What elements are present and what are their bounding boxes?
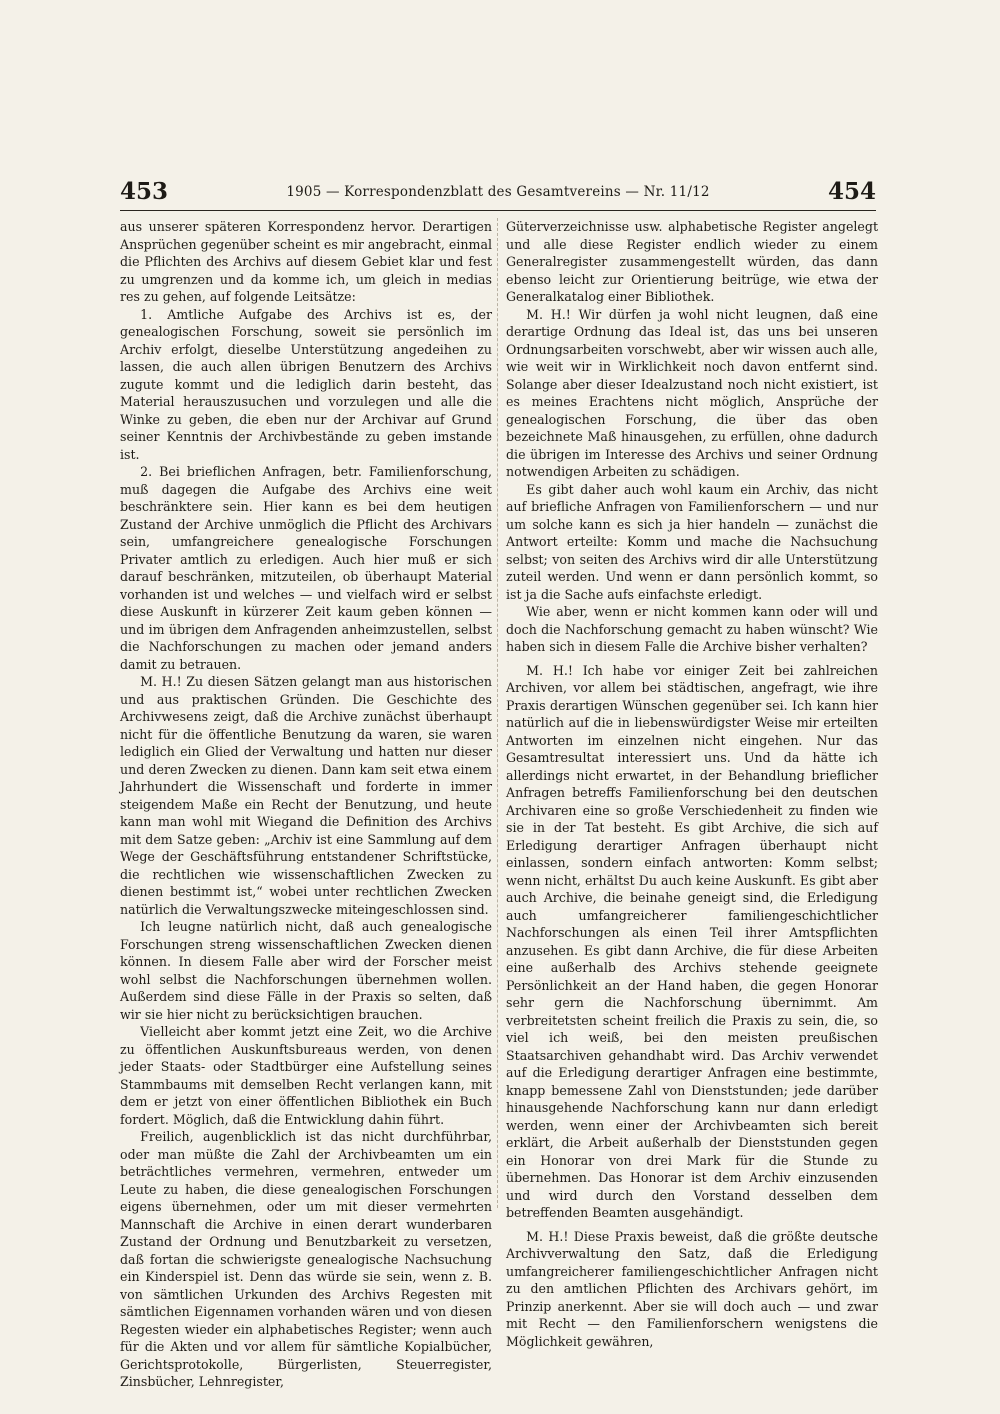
paragraph: Güterverzeichnisse usw. alphabetische Register angelegt und alle diese Register endlich wieder zu einem Generalregister zusammengestellt würden, das dann ebenso leicht zur Orientierung beitrüge, wie etwa der Generalkatalog einer Bibliothek. (506, 219, 878, 304)
paragraph: M. H.! Ich habe vor einiger Zeit bei zahlreichen Archiven, vor allem bei städtischen, angefragt, wie ihre Praxis derartigen Wünschen gegenüber sei. Ich kann hier natürlich auf die in liebenswürdigster Weise mir erteilten Antworten im einzelnen nicht eingehen. Nur das Gesamtresultat interessiert uns. Und da hätte ich allerdings nicht erwartet, in der Behandlung brieflicher Anfragen betreffs Familienforschung bei den deutschen Archivaren eine so große Verschiedenheit zu finden wie sie in der Tat besteht. Es gibt Archive, die sich auf Erledigung derartiger Anfragen überhaupt nicht einlassen, sondern einfach antworten: Komm selbst; wenn nicht, erhältst Du auch keine Auskunft. Es gibt aber auch Archive, die beinahe geneigt sind, die Erledigung auch umfangreicherer familiengeschichtlicher Nachforschungen als einen Teil ihrer Amtspflichten anzusehen. Es gibt dann Archive, die für diese Arbeiten eine außerhalb des Archivs stehende geeignete Persönlichkeit an der Hand haben, die gegen Honorar sehr gern die Nachforschung übernimmt. Am verbreitetsten scheint freilich die Praxis zu sein, die, so viel ich weiß, bei den meisten preußischen Staatsarchiven gehandhabt wird. Das Archiv verwendet auf die Erledigung derartiger Anfragen eine bestimmte, knapp bemessene Zahl von Dienststunden; jede darüber hinausgehende Nachforschung kann nur dann erledigt werden, wenn einer der Archivbeamten sich bereit erklärt, die Arbeit außerhalb der Dienststunden gegen ein Honorar von drei Mark für die Stunde zu übernehmen. Das Honorar ist dem Archiv einzusenden und wird durch den Vorstand desselben dem betreffenden Beamten ausgehändigt. (506, 662, 878, 1220)
paragraph: Vielleicht aber kommt jetzt eine Zeit, wo die Archive zu öffentlichen Auskunftsbureaus werden, von denen jeder Staats- oder Stadtbürger eine Aufstellung seines Stammbaums mit demselben Recht verlangen kann, mit dem er jetzt von einer öffentlichen Bibliothek ein Buch fordert. Möglich, daß die Entwicklung dahin führt. (120, 1024, 492, 1127)
column-divider (497, 218, 498, 1208)
right-column (506, 218, 878, 1350)
left-column (120, 218, 492, 1391)
paragraph: Freilich, augenblicklich ist das nicht durchführbar, oder man müßte die Zahl der Archivbeamten um ein beträchtliches vermehren, vermehren, entweder um Leute zu haben, die diese genealogischen Forschungen eigens übernehmen, oder um mit dieser vermehrten Mannschaft die Archive in einen derart wunderbaren Zustand der Ordnung und Benutzbarkeit zu versetzen, daß fortan die schwierigste genealogische Nachsuchung ein Kinderspiel ist. Denn das würde sie sein, wenn z. B. von sämtlichen Urkunden des Archivs Regesten mit sämtlichen Eigennamen vorhanden wären und von diesen Regesten wieder ein alphabetisches Register; wenn auch für die Akten und vor allem für sämtliche Kopialbücher, Gerichtsprotokolle, Bürgerlisten, Steuerregister, Zinsbücher, Lehnregister, (120, 1129, 492, 1389)
paragraph: Es gibt daher auch wohl kaum ein Archiv, das nicht auf briefliche Anfragen von Familienforschern — und nur um solche kann es sich ja hier handeln — zunächst die Antwort erteilte: Komm und mache die Nachsuchung selbst; von seiten des Archivs wird dir alle Unterstützung zuteil werden. Und wenn er dann persönlich kommt, so ist ja die Sache aufs einfachste erledigt. (506, 481, 878, 602)
paragraph: 1. Amtliche Aufgabe des Archivs ist es, der genealogischen Forschung, soweit sie persönlich im Archiv erfolgt, dieselbe Unterstützung angedeihen zu lassen, die auch allen übrigen Benutzern des Archivs zugute kommt und die lediglich darin besteht, das Material herauszusuchen und vorzulegen und alle die Winke zu geben, die eben nur der Archivar auf Grund seiner Kenntnis der Archivbestände zu geben imstande ist. (120, 306, 492, 462)
paragraph: 2. Bei brieflichen Anfragen, betr. Familienforschung, muß dagegen die Aufgabe des Archivs eine weit beschränktere sein. Hier kann es bei dem heutigen Zustand der Archive unmöglich die Pflicht des Archivars sein, umfangreichere genealogische Forschungen Privater amtlich zu erledigen. Auch hier muß er sich darauf beschränken, mitzuteilen, ob überhaupt Material vorhanden ist und welches — und vielfach wird er selbst diese Auskunft in kürzerer Zeit kaum geben können — und im übrigen dem Anfragenden anheimzustellen, selbst die Nachforschungen zu machen oder jemand anders damit zu betrauen. (120, 464, 492, 672)
running-title: 1905 — Korrespondenzblatt des Gesamtvereins — Nr. 11/12 (286, 184, 710, 200)
paragraph: M. H.! Zu diesen Sätzen gelangt man aus historischen und aus praktischen Gründen. Die Geschichte des Archivwesens zeigt, daß die Archive zunächst überhaupt nicht für die öffentliche Benutzung da waren, sie waren lediglich ein Glied der Verwaltung und hatten nur dieser und deren Zwecken zu dienen. Dann kam seit etwa einem Jahrhundert die Wissenschaft und forderte in immer steigendem Maße ein Recht der Benutzung, und heute kann man wohl mit Wiegand die Definition des Archivs mit dem Satze geben: „Archiv ist eine Sammlung auf dem Wege der Geschäftsführung entstandener Schriftstücke, die rechtlichen wie wissenschaftlichen Zwecken zu dienen bestimmt ist,“ wobei unter rechtlichen Zwecken natürlich die Verwaltungszwecke miteingeschlossen sind. (120, 674, 492, 917)
paragraph: Wie aber, wenn er nicht kommen kann oder will und doch die Nachforschung gemacht zu haben wünscht? Wie haben sich in diesem Falle die Archive bisher verhalten? (506, 604, 878, 654)
page-number-right: 454 (827, 178, 876, 205)
paragraph: Ich leugne natürlich nicht, daß auch genealogische Forschungen streng wissenschaftlichen Zwecken dienen können. In diesem Falle aber wird der Forscher meist wohl selbst die Nachforschungen übernehmen wollen. Außerdem sind diese Fälle in der Praxis so selten, daß wir sie hier nicht zu berücksichtigen brauchen. (120, 919, 492, 1022)
paragraph: M. H.! Wir dürfen ja wohl nicht leugnen, daß eine derartige Ordnung das Ideal ist, das uns bei unseren Ordnungsarbeiten vorschwebt, aber wir wissen auch alle, wie weit wir in Wirklichkeit noch davon entfernt sind. Solange aber dieser Idealzustand noch nicht existiert, ist es meines Erachtens nicht möglich, Ansprüche der genealogischen Forschung, die über das oben bezeichnete Maß hinausgehen, zu erfüllen, ohne dadurch die übrigen im Interesse des Archivs und seiner Ordnung notwendigen Arbeiten zu schädigen. (506, 306, 878, 479)
paragraph: M. H.! Diese Praxis beweist, daß die größte deutsche Archivverwaltung den Satz, daß die Erledigung umfangreicherer familiengeschichtlicher Anfragen nicht zu den amtlichen Pflichten des Archivars gehört, im Prinzip anerkennt. Aber sie will doch auch — und zwar mit Recht — den Familienforschern wenigstens die Möglichkeit gewähren, (506, 1228, 878, 1349)
page-number-left: 453 (120, 178, 169, 205)
header-rule (120, 210, 876, 211)
paragraph: aus unserer späteren Korrespondenz hervor. Derartigen Ansprüchen gegenüber scheint es mir angebracht, einmal die Pflichten des Archivs auf diesem Gebiet klar und fest zu umgrenzen und da komme ich, um gleich in medias res zu gehen, auf folgende Leitsätze: (120, 219, 492, 304)
page-header (120, 178, 876, 212)
